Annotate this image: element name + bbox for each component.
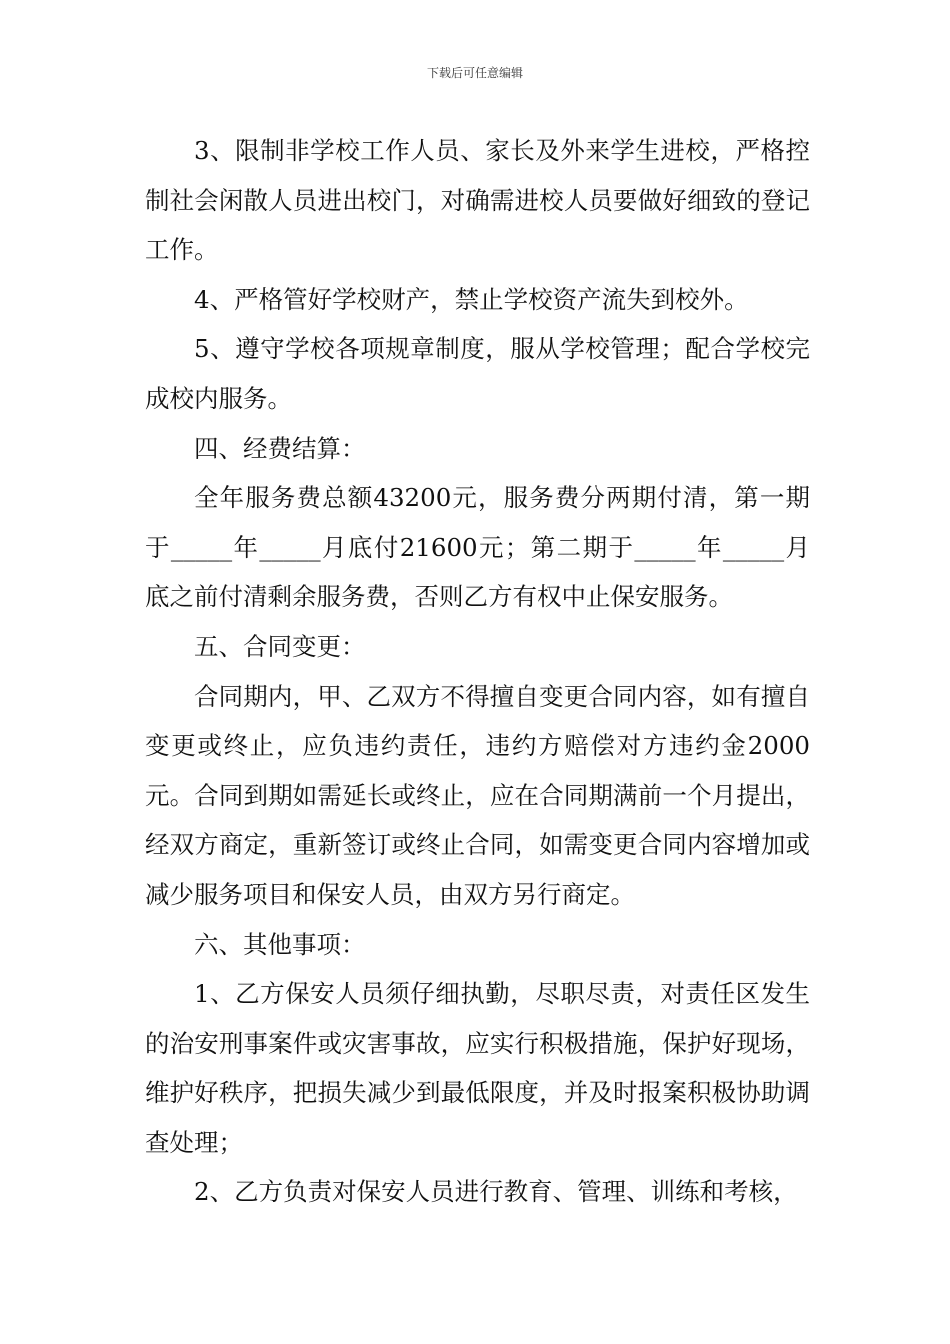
clause-3: 3、限制非学校工作人员、家长及外来学生进校，严格控制社会闲散人员进出校门，对确需进校人员要做好细致的登记工作。	[145, 136, 810, 265]
contract-change-paragraph: 合同期内，甲、乙双方不得擅自变更合同内容，如有擅自变更或终止，应负违约责任，违约方赔偿对方违约金2000元。合同到期如需延长或终止，应在合同期满前一个月提出，经双方商定，重新签订或终止合同，如需变更合同内容增加或减少服务项目和保安人员，由双方另行商定。	[145, 681, 810, 909]
section-heading-fees: 四、经费结算：	[194, 433, 366, 463]
other-matters-clause-2: 2、乙方负责对保安人员进行教育、管理、训练和考核，	[194, 1177, 798, 1207]
other-matters-clause-1: 1、乙方保安人员须仔细执勤，尽职尽责，对责任区发生的治安刑事案件或灾害事故，应实行积极措施，保护好现场，维护好秩序，把损失减少到最低限度，并及时报案积极协助调查处理；	[145, 979, 810, 1157]
clause-5: 5、遵守学校各项规章制度，服从学校管理；配合学校完成校内服务。	[145, 334, 810, 413]
page-header: 下载后可任意编辑	[426, 66, 523, 80]
fees-paragraph: 全年服务费总额43200元，服务费分两期付清，第一期于_____年_____月底付21600元；第二期于_____年_____月底之前付清剩余服务费，否则乙方有权中止保安服务。	[145, 483, 810, 612]
document-body	[145, 126, 810, 1217]
clause-4: 4、严格管好学校财产，禁止学校资产流失到校外。	[194, 284, 749, 314]
section-heading-other-matters: 六、其他事项：	[194, 929, 366, 959]
section-heading-contract-change: 五、合同变更：	[194, 631, 366, 661]
